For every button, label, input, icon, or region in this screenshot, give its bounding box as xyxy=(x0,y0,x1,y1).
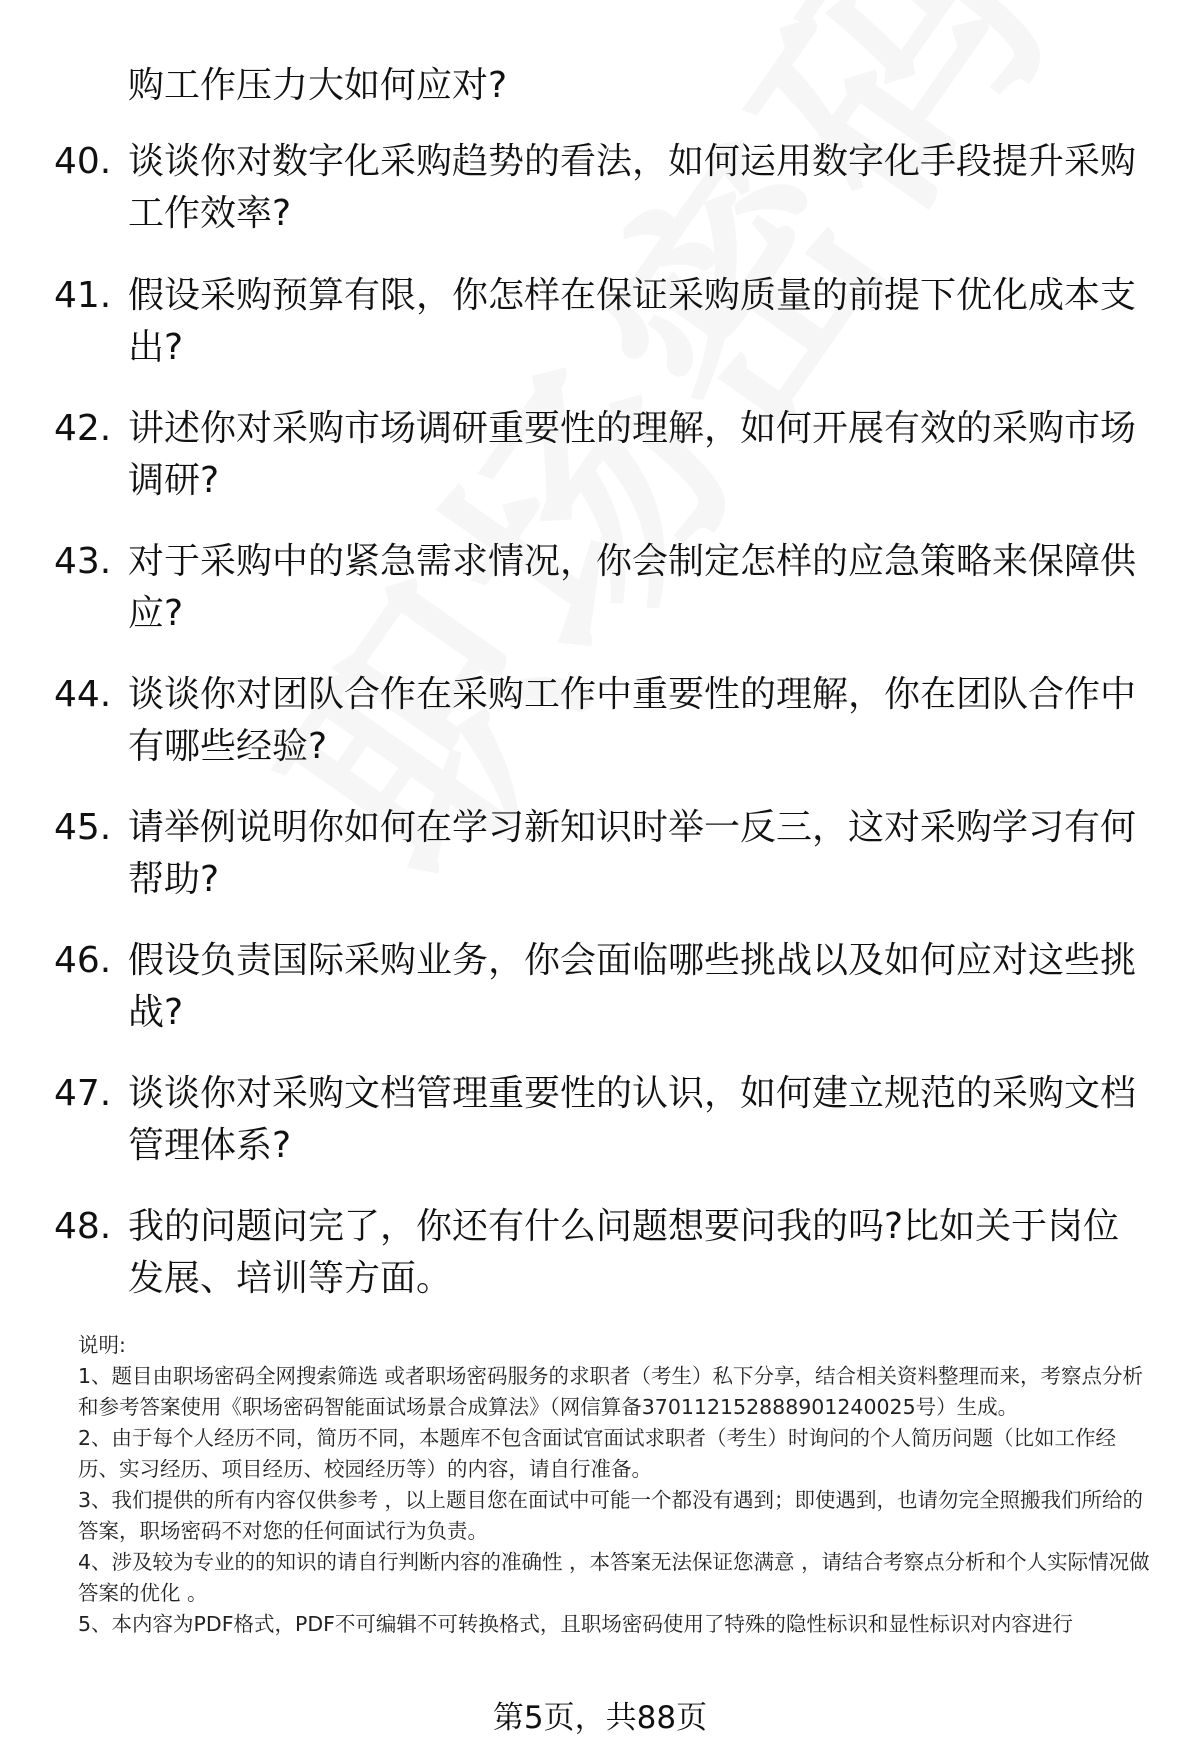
question-41 xyxy=(54,270,1154,374)
notes-section xyxy=(78,1330,1150,1640)
note-item-2: 2、由于每个人经历不同，简历不同，本题库不包含面试官面试求职者（考生）时询问的个人简历问题（比如工作经历、实习经历、项目经历、校园经历等）的内容，请自行准备。 xyxy=(78,1426,1117,1481)
question-number: 44. xyxy=(54,674,112,715)
question-number: 47. xyxy=(54,1073,112,1114)
question-48 xyxy=(54,1201,1154,1305)
question-number: 42. xyxy=(54,408,112,449)
note-item-5: 5、本内容为PDF格式，PDF不可编辑不可转换格式，且职场密码使用了特殊的隐性标识和显性标识对内容进行 xyxy=(78,1612,1073,1636)
question-45 xyxy=(54,802,1154,906)
question-47 xyxy=(54,1068,1154,1172)
note-item-1: 1、题目由职场密码全网搜索筛选 或者职场密码服务的求职者（考生）私下分享，结合相关资料整理而来，考察点分析和参考答案使用《职场密码智能面试场景合成算法》（网信算备370112152888901240025号）生成。 xyxy=(78,1364,1144,1419)
question-43 xyxy=(54,536,1154,640)
question-number: 41. xyxy=(54,275,112,316)
question-text: 谈谈你对团队合作在采购工作中重要性的理解，你在团队合作中有哪些经验? xyxy=(128,674,1137,767)
question-continuation: 购工作压力大如何应对? xyxy=(128,65,508,106)
question-text: 假设负责国际采购业务，你会面临哪些挑战以及如何应对这些挑战? xyxy=(128,940,1137,1033)
question-44 xyxy=(54,669,1154,773)
question-46 xyxy=(54,935,1154,1039)
question-text: 谈谈你对数字化采购趋势的看法，如何运用数字化手段提升采购工作效率? xyxy=(128,141,1137,234)
question-number: 45. xyxy=(54,807,112,848)
question-text: 假设采购预算有限，你怎样在保证采购质量的前提下优化成本支出? xyxy=(128,275,1137,368)
question-text: 请举例说明你如何在学习新知识时举一反三，这对采购学习有何帮助? xyxy=(128,807,1137,900)
page-number-footer: 第5页，共88页 xyxy=(492,1700,708,1736)
question-42 xyxy=(54,403,1154,507)
question-number: 43. xyxy=(54,541,112,582)
question-text: 谈谈你对采购文档管理重要性的认识，如何建立规范的采购文档管理体系? xyxy=(128,1073,1137,1166)
question-number: 48. xyxy=(54,1206,112,1247)
question-text: 讲述你对采购市场调研重要性的理解，如何开展有效的采购市场调研? xyxy=(128,408,1137,501)
question-number: 46. xyxy=(54,940,112,981)
notes-title: 说明: xyxy=(78,1333,126,1357)
question-text: 我的问题问完了，你还有什么问题想要问我的吗?比如关于岗位发展、培训等方面。 xyxy=(128,1206,1120,1299)
note-item-4: 4、涉及较为专业的的知识的请自行判断内容的准确性 ，本答案无法保证您满意 ，请结合考察点分析和个人实际情况做答案的优化 。 xyxy=(78,1550,1150,1605)
question-40 xyxy=(54,136,1154,240)
question-text: 对于采购中的紧急需求情况，你会制定怎样的应急策略来保障供应? xyxy=(128,541,1137,634)
note-item-3: 3、我们提供的所有内容仅供参考 ，以上题目您在面试中可能一个都没有遇到；即使遇到，也请勿完全照搬我们所给的答案，职场密码不对您的任何面试行为负责。 xyxy=(78,1488,1144,1543)
question-number: 40. xyxy=(54,141,112,182)
